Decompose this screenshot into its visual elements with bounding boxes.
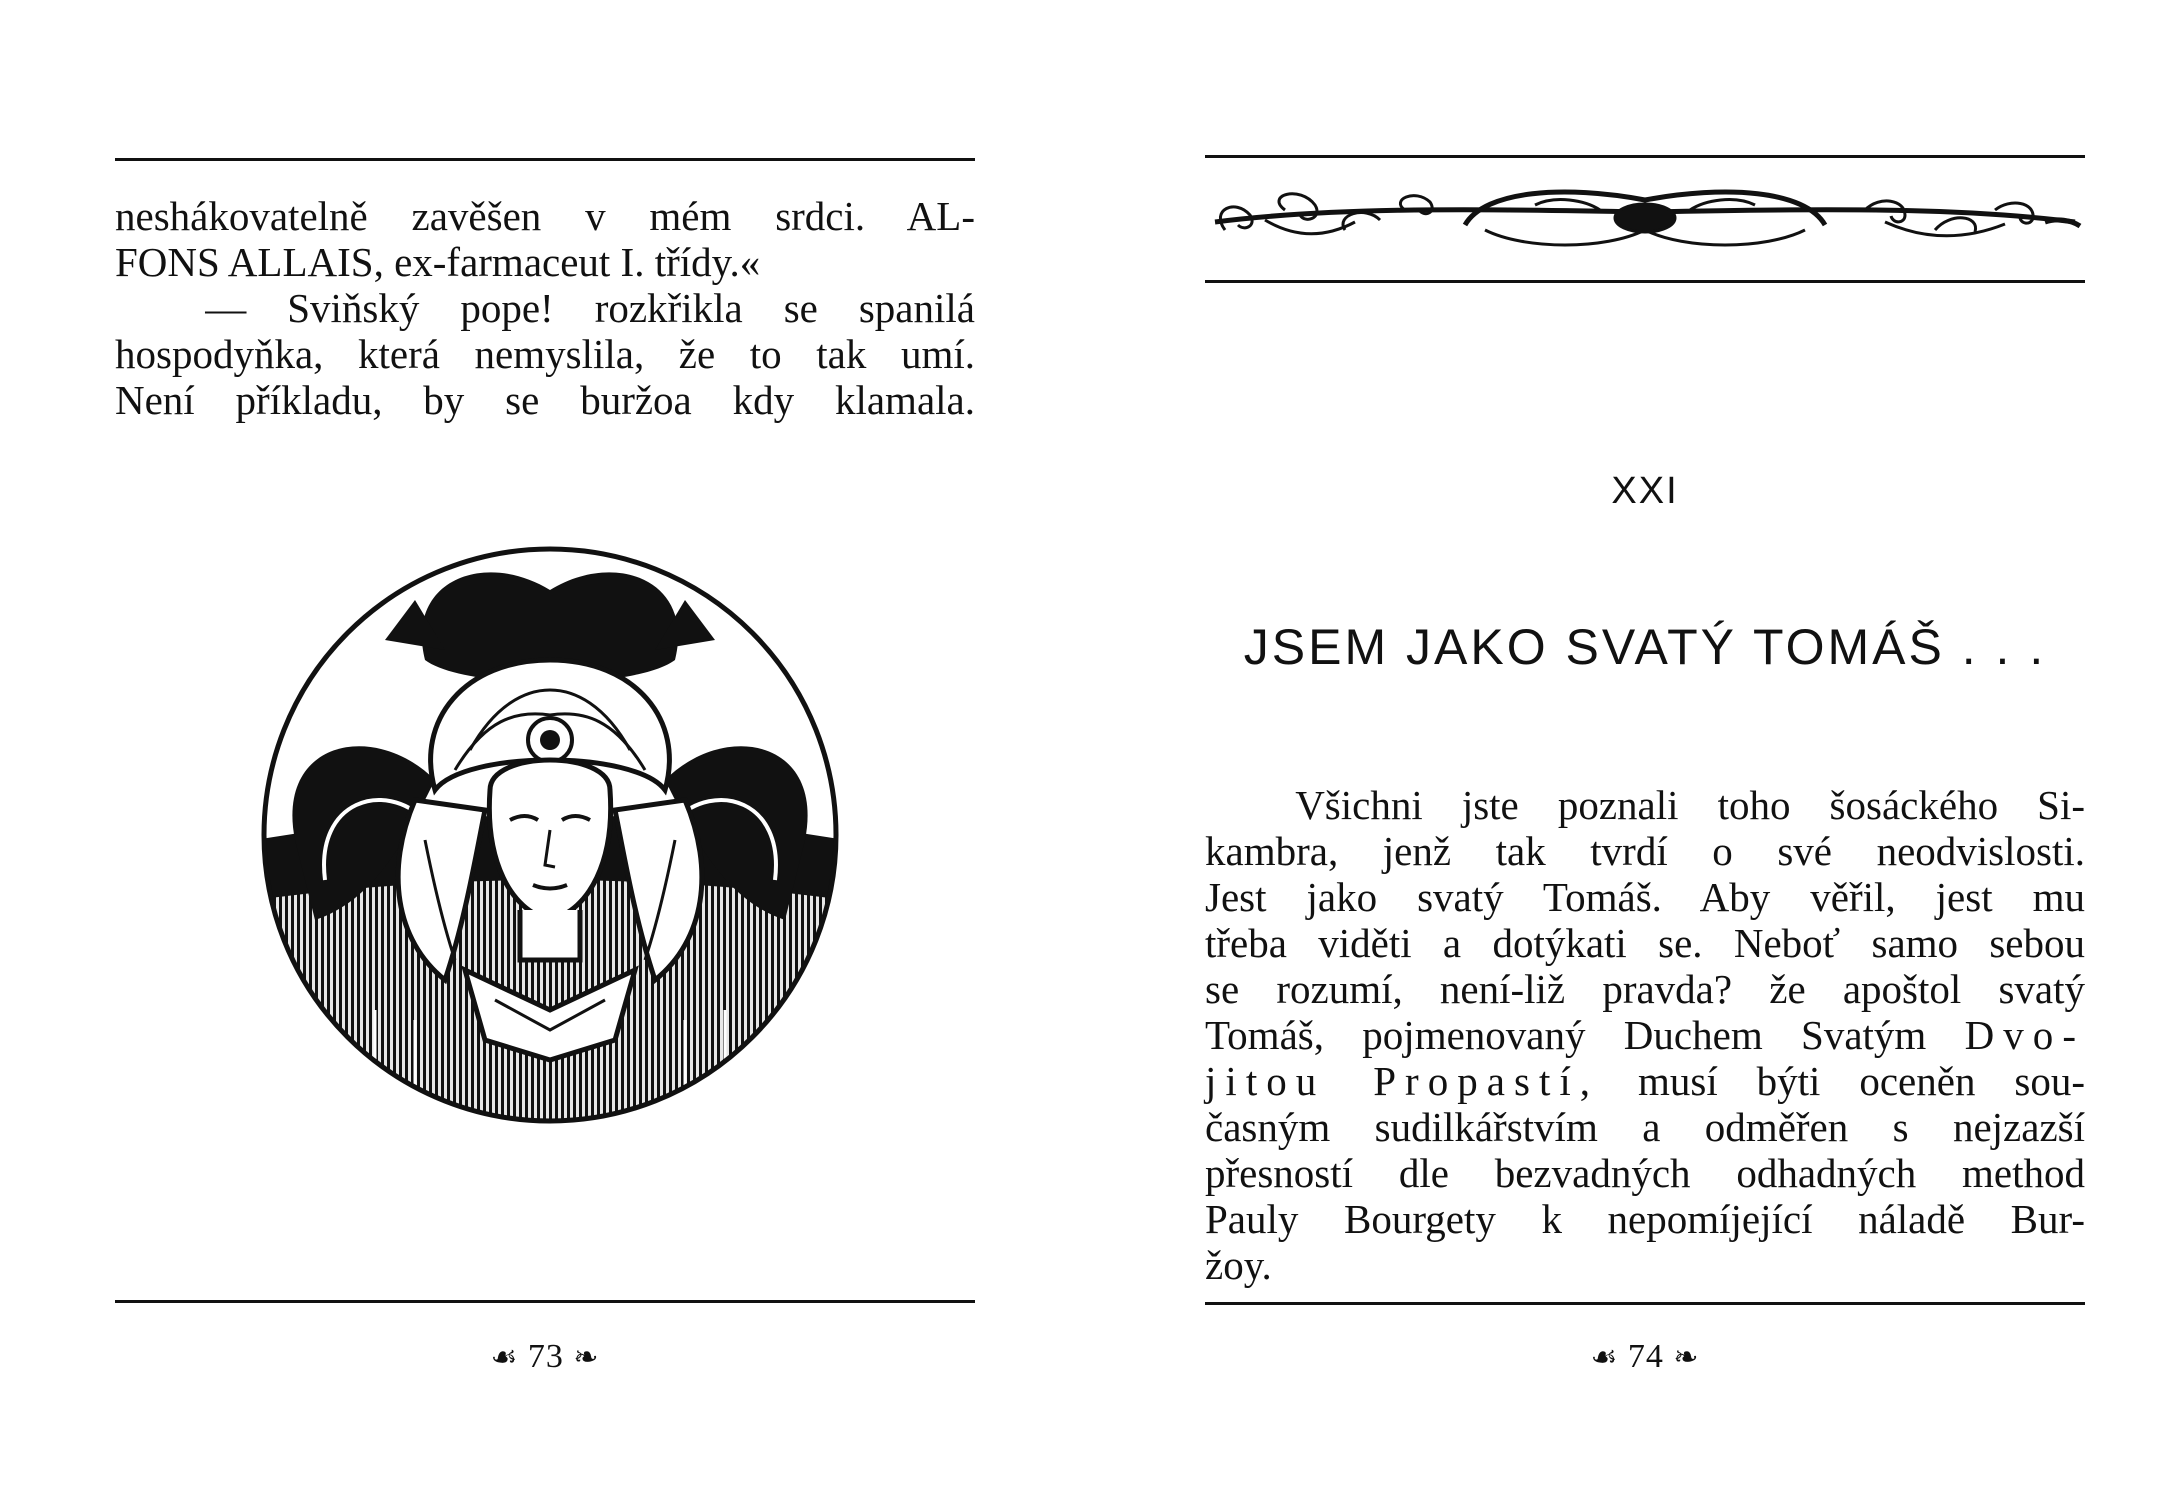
text-line: přesností dle bezvadných odhadných method: [1205, 1150, 2085, 1196]
text-line: Jest jako svatý Tomáš. Aby věřil, jest mu: [1205, 874, 2085, 920]
chapter-title: JSEM JAKO SVATÝ TOMÁŠ . . .: [1243, 619, 2047, 675]
folio-ornament-right-icon: ❧: [1673, 1341, 1700, 1374]
text-segment: musí býti oceněn sou-: [1637, 1058, 2085, 1104]
woman-portrait-vignette: [255, 540, 845, 1130]
text-segment: Tomáš, pojmenovaný Duchem Svatým: [1205, 1012, 1927, 1058]
folio: [1205, 1338, 2085, 1376]
bottom-rule: [1205, 1302, 2085, 1305]
text-line: Pauly Bourgety k nepomíjející náladě Bur-: [1205, 1196, 2085, 1242]
text-line: [1205, 1058, 2085, 1104]
left-page: [115, 0, 975, 1500]
folio-ornament-left-icon: ☙: [490, 1341, 519, 1374]
text-line: se rozumí, není-liž pravda? že apoštol svatý: [1205, 966, 2085, 1012]
text-line: Není příkladu, by se buržoa kdy klamala.: [115, 377, 975, 423]
spaced-text: Dvo-: [1964, 1012, 2085, 1058]
text-line: Všichni jste poznali toho šosáckého Si-: [1295, 782, 2085, 828]
text-line: [1205, 1012, 2085, 1058]
right-page: [1205, 0, 2085, 1500]
top-rule: [1205, 155, 2085, 158]
folio-ornament-right-icon: ❧: [573, 1341, 600, 1374]
text-line: neshákovatelně zavěšen v mém srdci. AL-: [115, 193, 975, 239]
body-text: [115, 193, 975, 423]
page-number: 73: [527, 1338, 564, 1375]
body-text: [1205, 782, 2085, 1288]
text-line: časným sudilkářstvím a odměřen s nejzazší: [1205, 1104, 2085, 1150]
folio: [115, 1338, 975, 1376]
top-rule: [115, 158, 975, 161]
text-line: třeba viděti a dotýkati se. Neboť samo sebou: [1205, 920, 2085, 966]
text-line: — Sviňský pope! rozkřikla se spanilá: [205, 285, 975, 331]
ornament-rule: [1205, 280, 2085, 283]
folio-ornament-left-icon: ☙: [1590, 1341, 1619, 1374]
page-number: 74: [1627, 1338, 1664, 1375]
text-line: FONS ALLAIS, ex-farmaceut I. třídy.«: [115, 239, 761, 285]
text-line: žoy.: [1205, 1242, 1272, 1288]
chapter-number: XXI: [1611, 470, 1679, 512]
text-line: hospodyňka, která nemyslila, že to tak umí.: [115, 331, 975, 377]
header-ornament: [1205, 160, 2085, 270]
text-line: kambra, jenž tak tvrdí o své neodvislosti.: [1205, 828, 2085, 874]
bottom-rule: [115, 1300, 975, 1303]
spaced-text: jitou Propastí,: [1205, 1058, 1600, 1104]
